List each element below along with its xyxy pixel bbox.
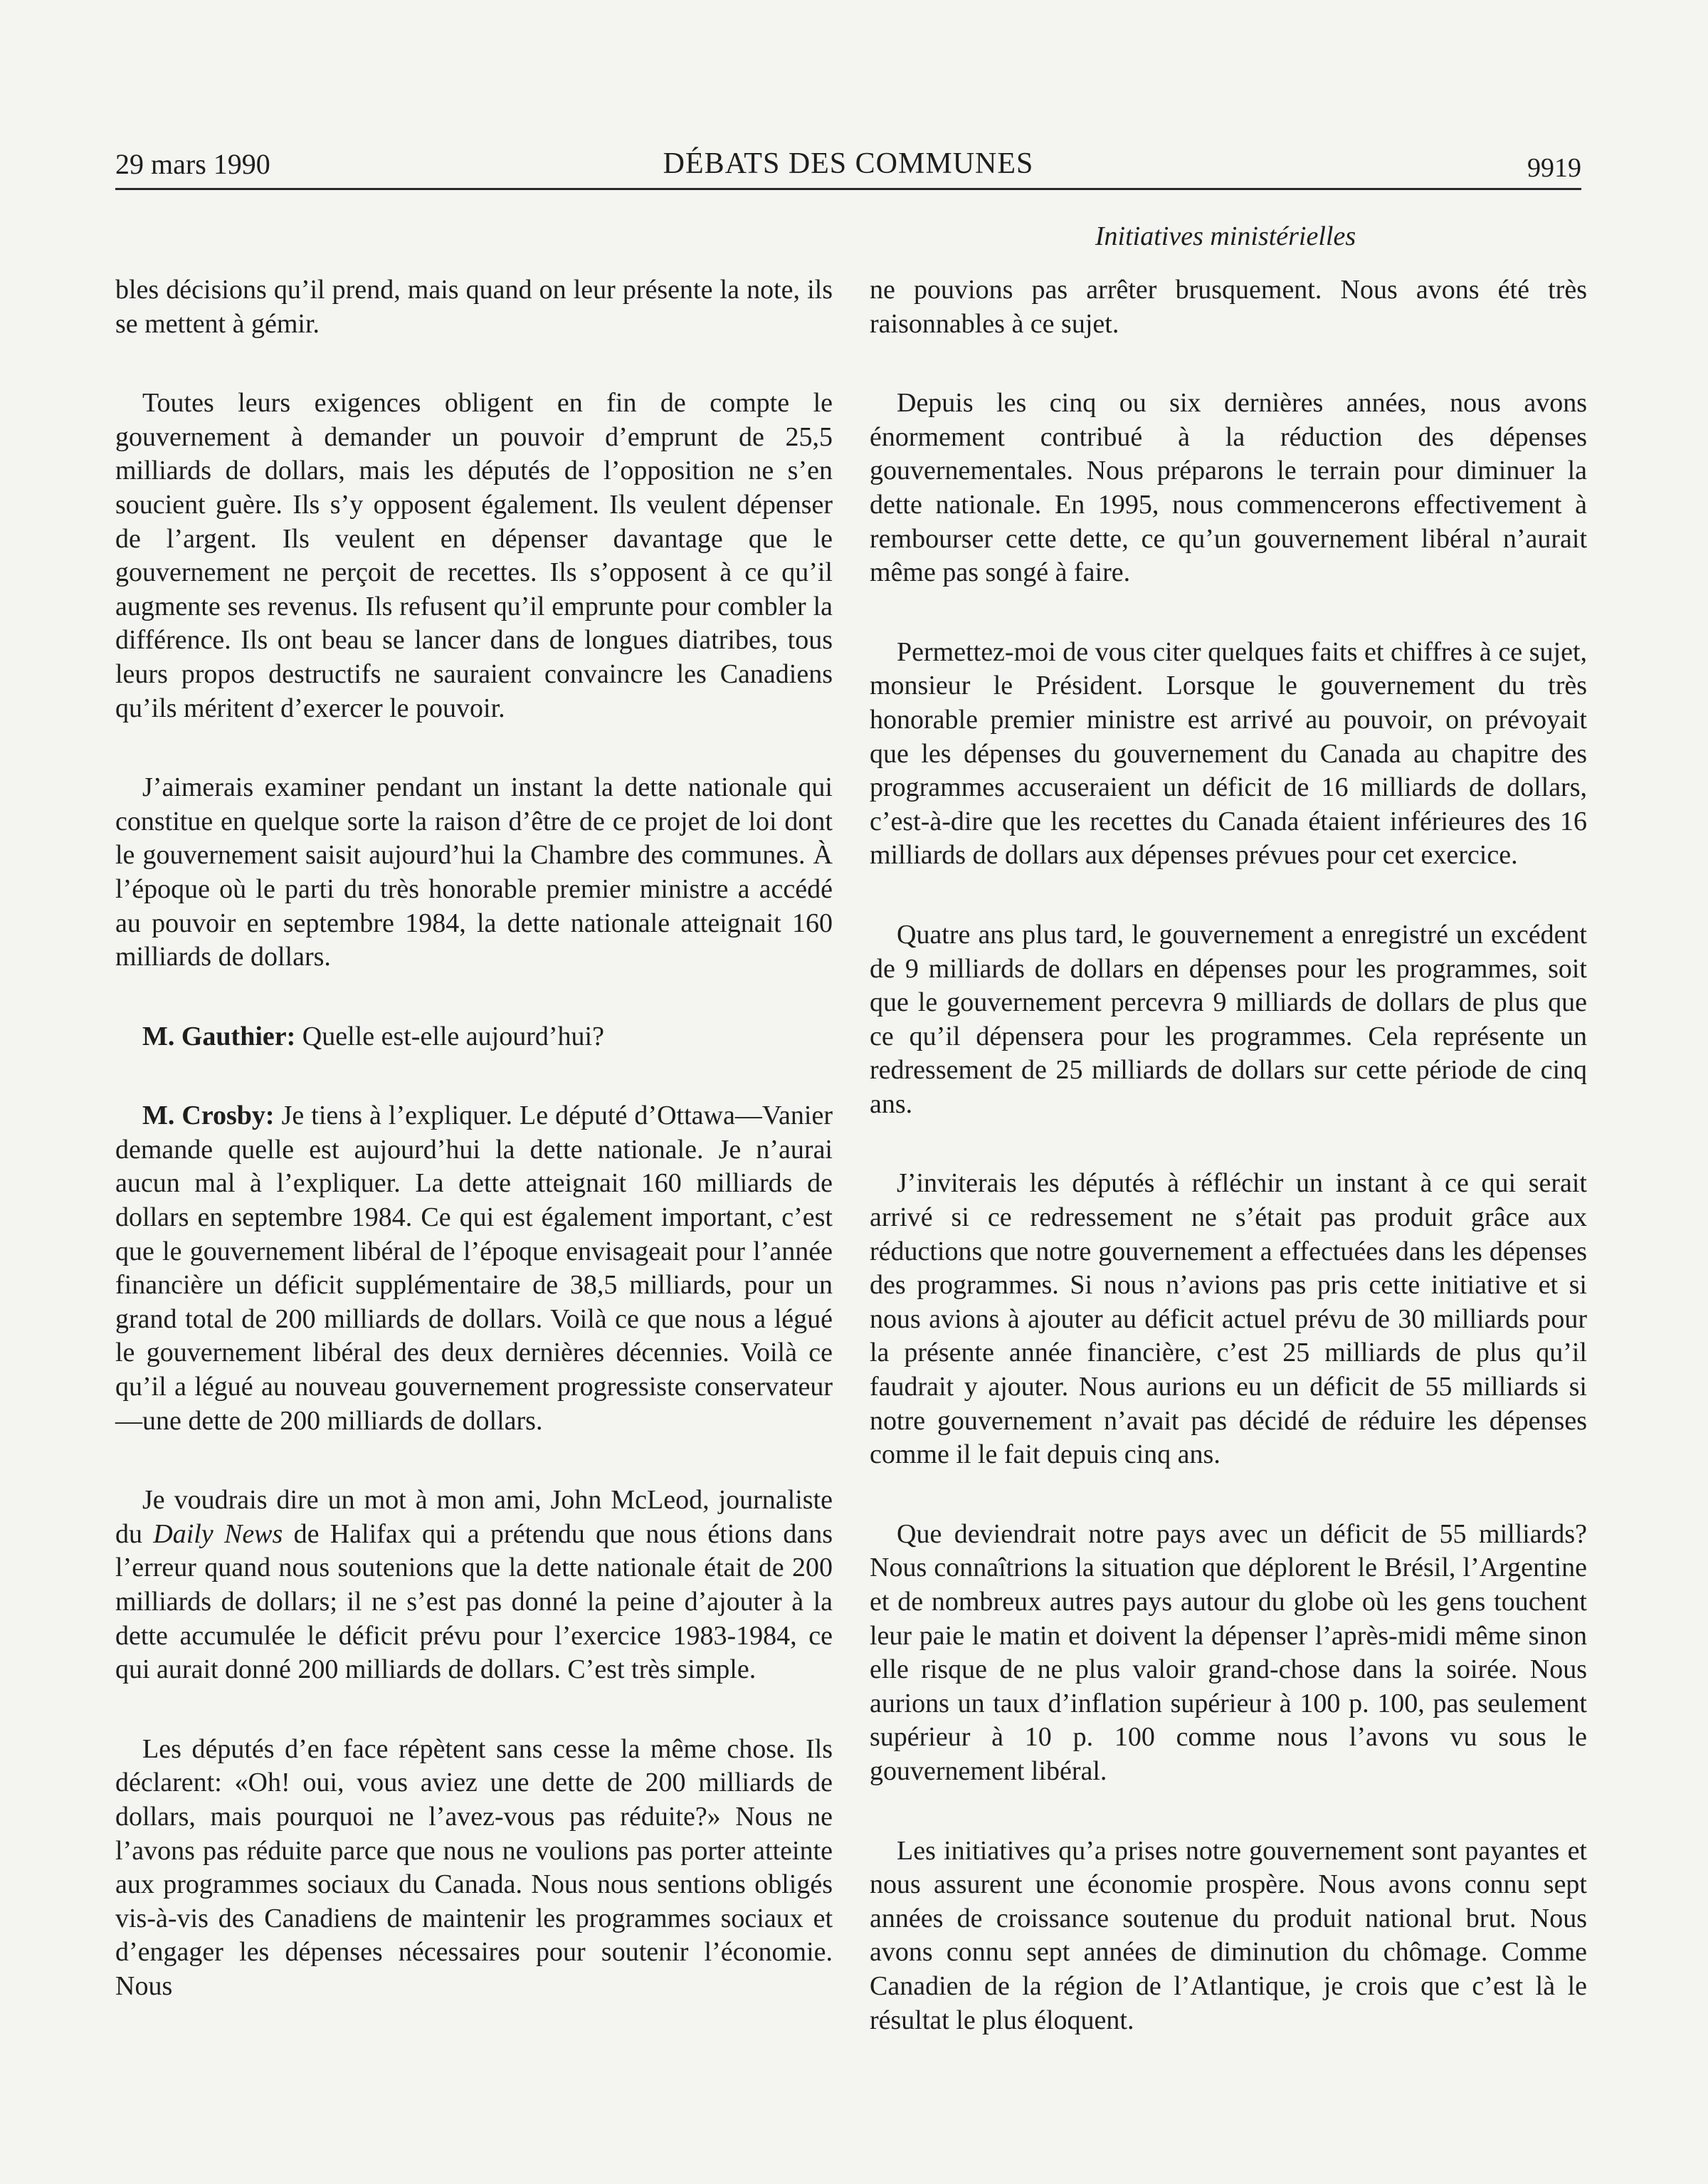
paragraph: J’inviterais les députés à réfléchir un instant à ce qui serait arrivé si ce redressement ne s’était pas produit grâce aux réductions que notre gouvernement a effectuées dans les dépenses des programmes. Si nous n’avions pas pris cette initiative et si nous avions à ajouter au déficit actuel prévu de 30 milliards pour la présente année financière, c’est 25 milliards de plus qu’il faudrait y ajouter. Nous aurions eu un déficit de 55 milliards si notre gouvernement n’avait pas décidé de réduire les dépenses comme il le fait depuis cinq ans. [870, 1168, 1587, 1470]
paragraph: Toutes leurs exigences obligent en fin de compte le gouvernement à demander un pouvoir d’emprunt de 25,5 milliards de dollars, mais les députés de l’opposition ne s’en soucient guère. Ils s’y opposent également. Ils veulent dépenser de l’argent. Ils veulent en dépenser davantage que le gouvernement ne perçoit de recettes. Ils s’opposent à ce qu’il augmente ses revenus. Ils refusent qu’il emprunte pour combler la différence. Ils ont beau se lancer dans de longues diatribes, tous leurs propos destructifs ne sauraient convaincre les Canadiens qu’ils méritent d’exercer le pouvoir. [115, 388, 833, 723]
left-column [115, 273, 833, 2049]
paragraph: Les initiatives qu’a prises notre gouvernement sont payantes et nous assurent une économie prospère. Nous avons connu sept années de croissance soutenue du produit national brut. Nous avons connu sept années de diminution du chômage. Comme Canadien de la région de l’Atlantique, je crois que c’est là le résultat le plus éloquent. [870, 1835, 1587, 2035]
paragraph: Permettez-moi de vous citer quelques faits et chiffres à ce sujet, monsieur le Président. Lorsque le gouvernement du très honorable premier ministre est arrivé au pouvoir, on prévoyait que les dépenses du gouvernement du Canada au chapitre des programmes accuseraient un déficit de 16 milliards de dollars, c’est-à-dire que les recettes du Canada étaient inférieures des 16 milliards de dollars aux dépenses prévues pour cet exercice. [870, 636, 1587, 871]
speech-text: Quelle est-elle aujourd’hui? [302, 1021, 604, 1051]
page-header [115, 142, 1581, 190]
paragraph [115, 1099, 833, 1438]
right-column [870, 273, 1587, 2083]
paragraph-text: de Halifax qui a prétendu que nous étions dans l’erreur quand nous soutenions que la dette nationale était de 200 milliards de dollars; il ne s’est pas donné la peine d’ajouter à la dette accumulée le déficit prévu pour l’exercice 1983-1984, ce qui aurait donné 200 milliards de dollars. C’est très simple. [115, 1518, 833, 1685]
paragraph: Les députés d’en face répètent sans cesse la même chose. Ils déclarent: «Oh! oui, vous aviez une dette de 200 milliards de dollars, mais pourquoi ne l’avez-vous pas réduite?» Nous ne l’avons pas réduite parce que nous ne voulions pas porter atteinte aux programmes sociaux du Canada. Nous nous sentions obligés vis-à-vis des Canadiens de maintenir les programmes sociaux et d’engager les dépenses nécessaires pour soutenir l’économie. Nous [115, 1733, 833, 2001]
speaker-name: M. Crosby: [142, 1101, 275, 1131]
paragraph [115, 1484, 833, 1687]
paragraph: Depuis les cinq ou six dernières années, nous avons énormement contribué à la réduction des dépenses gouvernementales. Nous préparons le terrain pour diminuer la dette nationale. En 1995, nous commencerons effectivement à rembourser cette dette, ce qu’un gouvernement libéral n’aurait même pas songé à faire. [870, 388, 1587, 588]
paragraph: Que deviendrait notre pays avec un déficit de 55 milliards? Nous connaîtrions la situation que déplorent le Brésil, l’Argentine et de nombreux autres pays autour du globe où les gens touchent leur paie le matin et doivent la dépenser l’après-midi même sinon elle risque de ne plus valoir grand-chose dans la soirée. Nous aurions un taux d’inflation supérieur à 100 p. 100, pas seulement supérieur à 10 p. 100 comme nous l’avons vu sous le gouvernement libéral. [870, 1518, 1587, 1786]
paragraph [115, 1020, 833, 1054]
publication-title: DÉBATS DES COMMUNES [663, 147, 1034, 180]
header-date: 29 mars 1990 [115, 148, 270, 180]
speech-text: Je tiens à l’expliquer. Le député d’Ottawa—Vanier demande quelle est aujourd’hui la dette nationale. Je n’aurai aucun mal à l’expliquer. La dette atteignait 160 milliards de dollars en septembre 1984. Ce qui est également important, c’est que le gouvernement libéral de l’époque envisageait pour l’année financière un déficit supplémentaire de 38,5 milliards, pour un grand total de 200 milliards de dollars. Voilà ce que nous a légué le gouvernement libéral des deux dernières décennies. Voilà ce qu’il a légué au nouveau gouvernement progressiste conservateur—une dette de 200 milliards de dollars. [115, 1101, 833, 1436]
section-label: Initiatives ministérielles [1095, 221, 1356, 251]
paragraph: J’aimerais examiner pendant un instant la dette nationale qui constitue en quelque sorte la raison d’être de ce projet de loi dont le gouvernement saisit aujourd’hui la Chambre des communes. À l’époque où le parti du très honorable premier ministre a accédé au pouvoir en septembre 1984, la dette nationale atteignait 160 milliards de dollars. [115, 772, 833, 972]
paragraph: Quatre ans plus tard, le gouvernement a enregistré un excédent de 9 milliards de dollars en dépenses pour les programmes, soit que le gouvernement percevra 9 milliards de dollars de plus que ce qu’il dépensera pour les programmes. Cela représente un redressement de 25 milliards de dollars sur cette période de cinq ans. [870, 919, 1587, 1119]
paragraph: ne pouvions pas arrêter brusquement. Nous avons été très raisonnables à ce sujet. [870, 275, 1587, 339]
speaker-name: M. Gauthier: [142, 1021, 296, 1051]
page-number: 9919 [1527, 153, 1581, 183]
paragraph: bles décisions qu’il prend, mais quand on leur présente la note, ils se mettent à gémir. [115, 275, 833, 339]
paragraph-text: Je voudrais dire un mot à mon ami, John McLeod, journaliste du [115, 1485, 833, 1549]
newspaper-name: Daily News [153, 1518, 283, 1549]
